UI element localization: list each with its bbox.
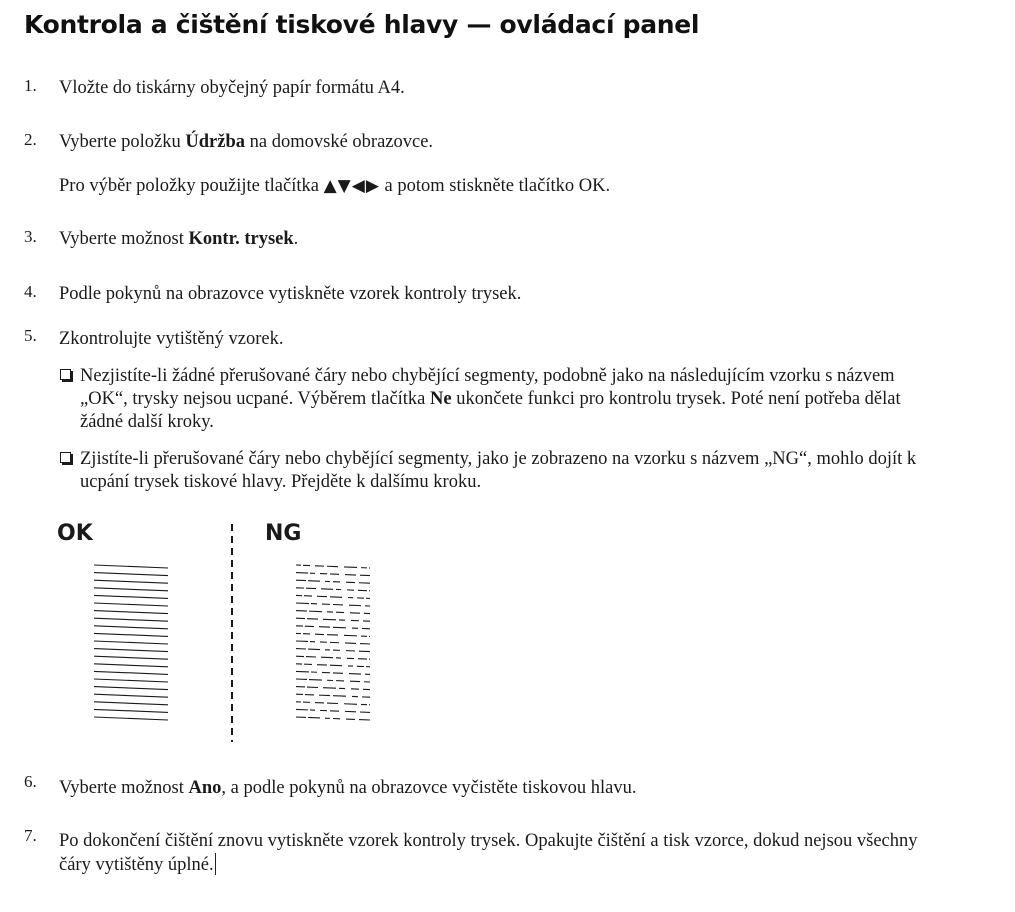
step-1-text: Vložte do tiskárny obyčejný papír formátu A4. — [59, 78, 405, 98]
ng-pattern-segment — [296, 671, 309, 672]
ng-pattern-segment — [296, 603, 309, 604]
ok-pattern-line — [94, 611, 168, 614]
ng-pattern-segment — [309, 611, 322, 612]
ok-pattern-line — [94, 656, 168, 659]
step-5-text: Zkontrolujte vytištěný vzorek. — [59, 329, 284, 349]
step-4-number: 4. — [24, 282, 37, 301]
ok-pattern-line — [94, 702, 168, 705]
ok-pattern — [92, 563, 172, 728]
ok-label: OK — [57, 521, 93, 546]
ok-pattern-line — [94, 679, 168, 682]
ng-pattern-segment — [344, 567, 357, 568]
step-3-text: Vyberte možnost Kontr. trysek. — [59, 229, 299, 249]
ok-pattern-line — [94, 565, 168, 568]
ok-pattern-line — [94, 687, 168, 690]
ng-pattern-segment — [344, 635, 357, 636]
ok-pattern-line — [94, 595, 168, 598]
ok-pattern-line — [94, 694, 168, 697]
ng-pattern-segment — [333, 696, 346, 697]
step-7-text: Po dokončení čištění znovu vytiskněte vzorek kontroly trysek. Opakujte čištění a tisk vzorce, dokud nejsou všechny čáry vytištěny úplné. — [59, 831, 918, 875]
ng-pattern-segment — [323, 688, 336, 689]
menu-item-udrzba: Údržba — [185, 132, 246, 152]
pattern-divider — [226, 524, 238, 744]
step-2-text: Vyberte položku Údržba na domovské obrazovce. — [59, 132, 434, 152]
step-4-text: Podle pokynů na obrazovce vytiskněte vzorek kontroly trysek. — [59, 284, 522, 304]
ok-pattern-line — [94, 580, 168, 583]
ng-pattern-segment — [309, 680, 322, 681]
ng-pattern-segment — [323, 619, 336, 620]
step-5-number: 5. — [24, 326, 37, 345]
step-2-subtext: Pro výběr položky použijte tlačítka ▲▼◀▶ a potom stiskněte tlačítko OK. — [59, 176, 611, 196]
bullet-ng: Zjistíte-li přerušované čáry nebo chybějící segmenty, jako je zobrazeno na vzorku s názvem „NG“, mohlo dojít k ucpání trysek tiskové hlavy. Přejděte k dalšímu kroku. — [60, 448, 930, 494]
checkbox-bullet-icon — [60, 452, 71, 463]
ok-pattern-line — [94, 649, 168, 652]
ok-pattern-line — [94, 671, 168, 674]
menu-item-kontr-trysek: Kontr. trysek — [188, 229, 294, 249]
page-title: Kontrola a čištění tiskové hlavy — ovládací panel — [24, 10, 700, 39]
step-2-number: 2. — [24, 130, 37, 149]
checkbox-bullet-icon — [60, 369, 71, 380]
text-cursor — [215, 853, 216, 875]
step-6-number: 6. — [24, 772, 37, 791]
step-6-text: Vyberte možnost Ano, a podle pokynů na obrazovce vyčistěte tiskovou hlavu. — [59, 778, 637, 798]
ok-pattern-line — [94, 717, 168, 720]
ng-pattern-segment — [333, 627, 346, 628]
ok-pattern-line — [94, 641, 168, 644]
step-1-number: 1. — [24, 76, 37, 95]
ok-pattern-line — [94, 603, 168, 606]
menu-item-ano: Ano — [188, 778, 222, 798]
ok-pattern-line — [94, 626, 168, 629]
step-7-number: 7. — [24, 826, 37, 845]
step-3-number: 3. — [24, 227, 37, 246]
arrow-buttons-icon: ▲▼◀▶ — [323, 176, 380, 196]
ok-pattern-line — [94, 588, 168, 591]
ok-pattern-line — [94, 618, 168, 621]
ok-pattern-line — [94, 633, 168, 636]
ok-pattern-line — [94, 709, 168, 712]
ok-pattern-line — [94, 573, 168, 576]
ng-pattern — [294, 563, 374, 728]
ng-label: NG — [265, 521, 302, 546]
bullet-ok: Nezjistíte-li žádné přerušované čáry nebo chybějící segmenty, podobně jako na následujícím vzorku s názvem „OK“, trysky nejsou ucpané. Výběrem tlačítka Ne ukončete funkci pro kontrolu trysek. Poté není potřeba dělat žádné další kroky. — [60, 365, 930, 434]
ng-pattern-segment — [344, 704, 357, 705]
ok-pattern-line — [94, 664, 168, 667]
